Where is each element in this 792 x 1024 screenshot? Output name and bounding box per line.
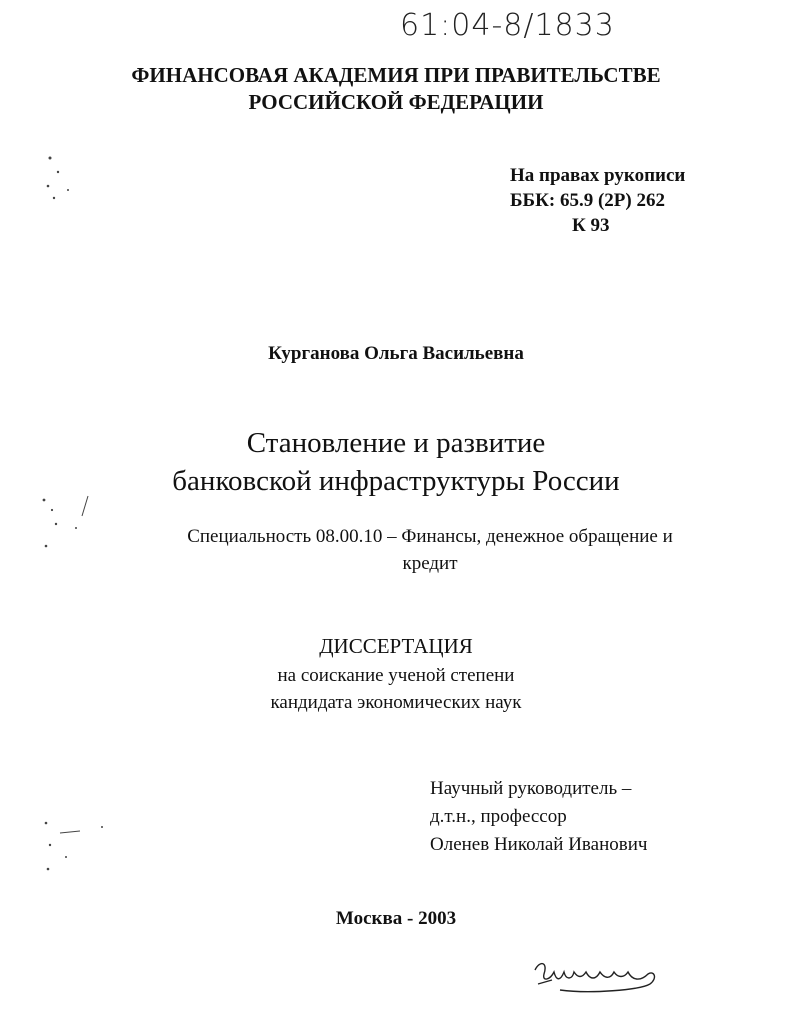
advisor-label: Научный руководитель – — [430, 778, 632, 799]
author-name: Курганова Ольга Васильевна — [268, 343, 524, 364]
degree-info — [0, 662, 792, 716]
dissertation-heading: ДИССЕРТАЦИЯ — [319, 634, 473, 658]
organization-header — [0, 62, 792, 116]
bbk-code: ББК: 65.9 (2Р) 262 — [510, 190, 665, 211]
scan-noise-mark — [38, 150, 98, 210]
rights-line: На правах рукописи — [510, 165, 686, 186]
scan-noise-mark — [36, 490, 106, 560]
organization-line-1: ФИНАНСОВАЯ АКАДЕМИЯ ПРИ ПРАВИТЕЛЬСТВЕ — [131, 63, 661, 87]
degree-line-2: кандидата экономических наук — [270, 692, 522, 713]
advisor-degree: д.т.н., профессор — [430, 806, 567, 827]
scan-noise-mark — [36, 815, 116, 880]
advisor-block — [430, 775, 647, 859]
degree-line-1: на соискание ученой степени — [277, 665, 515, 686]
specialty-line-2: кредит — [402, 553, 458, 574]
city-year: Москва - 2003 — [335, 908, 457, 929]
title-line-1: Становление и развитие — [246, 427, 546, 459]
specialty — [140, 523, 720, 577]
author-mark: К 93 — [572, 215, 610, 236]
rights-block — [510, 163, 685, 238]
dissertation-title — [0, 424, 792, 500]
archive-number: 61:04-8/1833 — [400, 8, 615, 43]
title-line-2: банковской инфраструктуры России — [172, 465, 620, 497]
specialty-line-1: Специальность 08.00.10 – Финансы, денежное обращение и — [187, 526, 673, 547]
signature-icon — [530, 950, 670, 1000]
advisor-name: Оленев Николай Иванович — [430, 834, 648, 855]
organization-line-2: РОССИЙСКОЙ ФЕДЕРАЦИИ — [248, 90, 544, 114]
